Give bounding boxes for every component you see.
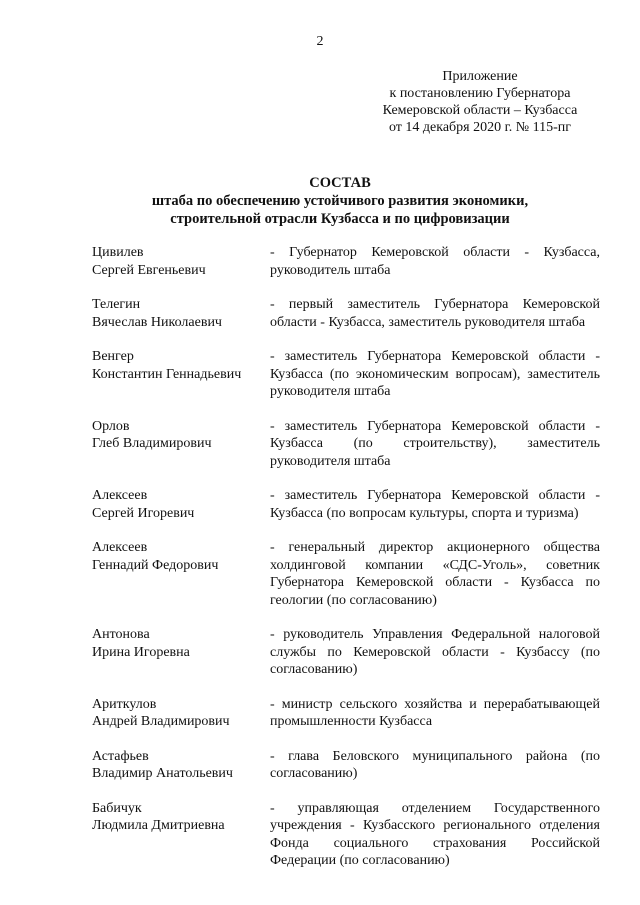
member-name bbox=[92, 418, 270, 471]
member-surname: Бабичук bbox=[92, 800, 142, 816]
appendix-date-number: от 14 декабря 2020 г. № 115-пг bbox=[388, 120, 572, 135]
member-name bbox=[92, 348, 270, 401]
member-name bbox=[92, 296, 270, 331]
member-position: - управляющая отделением Государственного учреждения - Кузбасского регионального отделения Фонда социального страхования Российской Федерации (по согласованию) bbox=[270, 800, 600, 868]
member-surname: Алексеев bbox=[92, 488, 148, 503]
member-surname: Цивилев bbox=[92, 245, 144, 260]
member-name bbox=[92, 626, 270, 679]
member-row bbox=[92, 748, 600, 783]
member-name bbox=[92, 748, 270, 783]
appendix-header bbox=[360, 68, 600, 136]
member-given-name: Андрей Владимирович bbox=[92, 714, 230, 729]
members-list bbox=[92, 244, 600, 887]
member-surname: Телегин bbox=[92, 297, 141, 312]
member-name bbox=[92, 539, 270, 609]
title-heading: СОСТАВ bbox=[309, 175, 371, 191]
member-given-name: Вячеслав Николаевич bbox=[92, 314, 222, 330]
member-position: - Губернатор Кемеровской области - Кузбасса, руководитель штаба bbox=[270, 245, 600, 278]
member-position: - руководитель Управления Федеральной налоговой службы по Кемеровской области - Кузбассу (по согласованию) bbox=[270, 627, 600, 677]
member-row bbox=[92, 244, 600, 279]
member-given-name: Глеб Владимирович bbox=[92, 436, 212, 451]
member-given-name: Геннадий Федорович bbox=[92, 557, 219, 573]
member-given-name: Владимир Анатольевич bbox=[92, 766, 233, 781]
member-position: - министр сельского хозяйства и перерабатывающей промышленности Кузбасса bbox=[270, 696, 600, 729]
page-number: 2 bbox=[316, 34, 324, 49]
member-row bbox=[92, 800, 600, 870]
member-position: - первый заместитель Губернатора Кемеровской области - Кузбасса, заместитель руководителя штаба bbox=[270, 297, 600, 330]
appendix-region: Кемеровской области – Кузбасса bbox=[382, 103, 578, 118]
member-name bbox=[92, 800, 270, 870]
member-row bbox=[92, 348, 600, 401]
member-position: - заместитель Губернатора Кемеровской области - Кузбасса (по строительству), заместитель руководителя штаба bbox=[270, 418, 600, 469]
member-surname: Алексеев bbox=[92, 540, 148, 555]
document-title bbox=[80, 174, 600, 228]
member-row bbox=[92, 487, 600, 522]
member-row bbox=[92, 626, 600, 679]
member-surname: Орлов bbox=[92, 418, 130, 434]
member-row bbox=[92, 418, 600, 471]
member-surname: Венгер bbox=[92, 349, 134, 364]
member-surname: Ариткулов bbox=[92, 696, 157, 712]
member-position: - заместитель Губернатора Кемеровской области - Кузбасса (по экономическим вопросам), заместитель руководителя штаба bbox=[270, 349, 600, 399]
appendix-title: Приложение bbox=[442, 69, 518, 84]
member-given-name: Сергей Евгеньевич bbox=[92, 262, 206, 278]
member-surname: Астафьев bbox=[92, 748, 149, 764]
title-line-2: строительной отрасли Кузбасса и по цифровизации bbox=[170, 211, 510, 227]
member-given-name: Людмила Дмитриевна bbox=[92, 818, 225, 833]
member-row bbox=[92, 296, 600, 331]
title-line-1: штаба по обеспечению устойчивого развития экономики, bbox=[151, 193, 529, 209]
member-position: - генеральный директор акционерного общества холдинговой компании «СДС-Уголь», советник Губернатора Кемеровской области - Кузбасса по геологии (по согласованию) bbox=[270, 540, 600, 608]
member-name bbox=[92, 696, 270, 731]
member-name bbox=[92, 487, 270, 522]
member-row bbox=[92, 539, 600, 609]
member-name bbox=[92, 244, 270, 279]
member-given-name: Сергей Игоревич bbox=[92, 505, 195, 521]
member-row bbox=[92, 696, 600, 731]
member-given-name: Ирина Игоревна bbox=[92, 644, 190, 660]
member-position: - глава Беловского муниципального района (по согласованию) bbox=[270, 748, 600, 781]
member-surname: Антонова bbox=[92, 627, 150, 642]
member-given-name: Константин Геннадьевич bbox=[92, 366, 242, 382]
appendix-decree-ref: к постановлению Губернатора bbox=[389, 86, 571, 101]
member-position: - заместитель Губернатора Кемеровской области - Кузбасса (по вопросам культуры, спорта и туризма) bbox=[270, 488, 600, 521]
